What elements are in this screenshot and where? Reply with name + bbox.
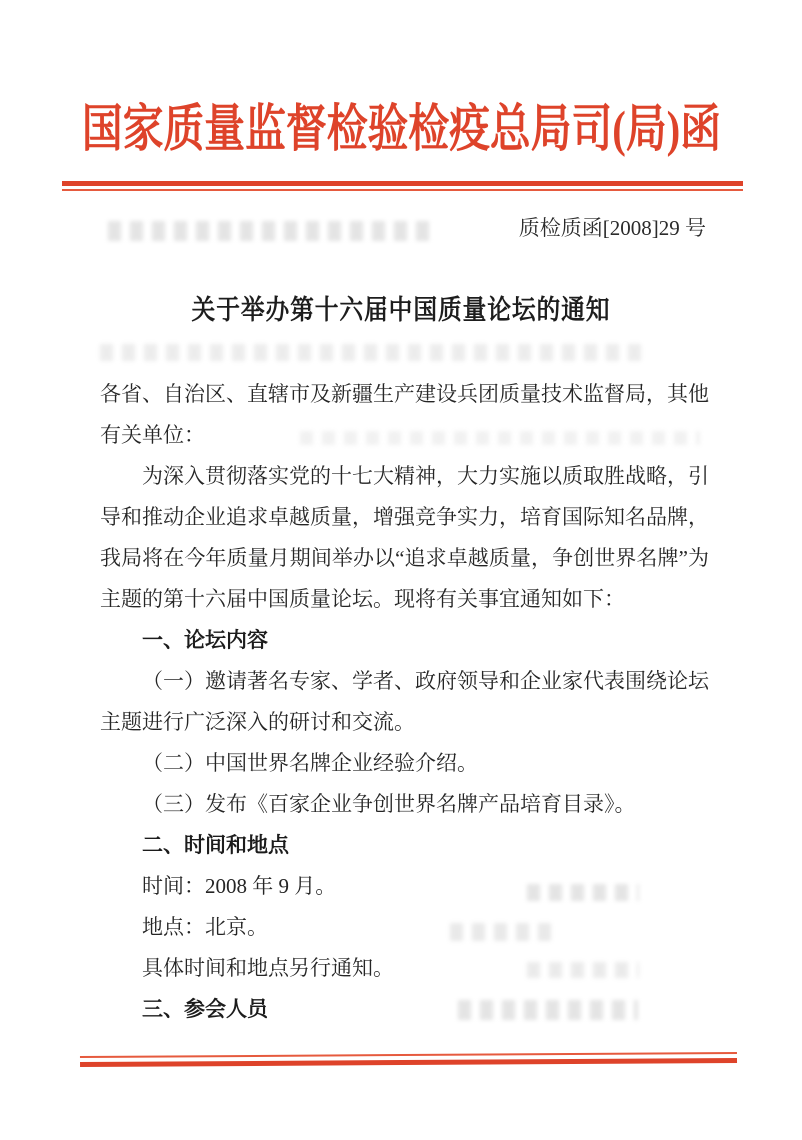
letterhead-title (0, 97, 802, 163)
section-heading-3: 三、参会人员 (142, 998, 268, 1021)
paragraph-item-2: （二）中国世界名牌企业经验介绍。 (142, 751, 478, 775)
letterhead-title-text: 国家质量监督检验检疫总局司(局)函 (81, 102, 721, 158)
footer-rule-thick (80, 1058, 737, 1067)
paragraph-time: 时间：2008 年 9 月。 (142, 874, 337, 898)
paragraph-item-1: （一）邀请著名专家、学者、政府领导和企业家代表围绕论坛主题进行广泛深入的研讨和交流。 (100, 669, 709, 734)
section-heading-1: 一、论坛内容 (142, 629, 268, 652)
notice-title-text: 关于举办第十六届中国质量论坛的通知 (191, 295, 611, 325)
paragraph-salutation: 各省、自治区、直辖市及新疆生产建设兵团质量技术监督局，其他有关单位： (100, 382, 709, 447)
document-body (100, 374, 709, 1030)
paragraph-intro: 为深入贯彻落实党的十七大精神，大力实施以质取胜战略，引导和推动企业追求卓越质量，增强竞争实力，培育国际知名品牌，我局将在今年质量月期间举办以“追求卓越质量，争创世界名牌”为主题的第十六届中国质量论坛。现将有关事宜通知如下： (100, 464, 709, 611)
paragraph-further-notice: 具体时间和地点另行通知。 (142, 956, 394, 980)
paragraph-item-3: （三）发布《百家企业争创世界名牌产品培育目录》。 (142, 792, 636, 816)
paragraph-place: 地点：北京。 (142, 915, 268, 939)
bleed-through-smudge (100, 344, 648, 361)
notice-title (0, 292, 802, 328)
section-heading-2: 二、时间和地点 (142, 834, 289, 857)
footer-rule-thin (80, 1052, 737, 1058)
header-rule-thin (62, 189, 743, 191)
document-number: 质检质函[2008]29 号 (518, 216, 706, 240)
header-rule-thick (62, 181, 743, 186)
footer-double-rule (80, 1052, 737, 1067)
header-double-rule (62, 181, 743, 191)
